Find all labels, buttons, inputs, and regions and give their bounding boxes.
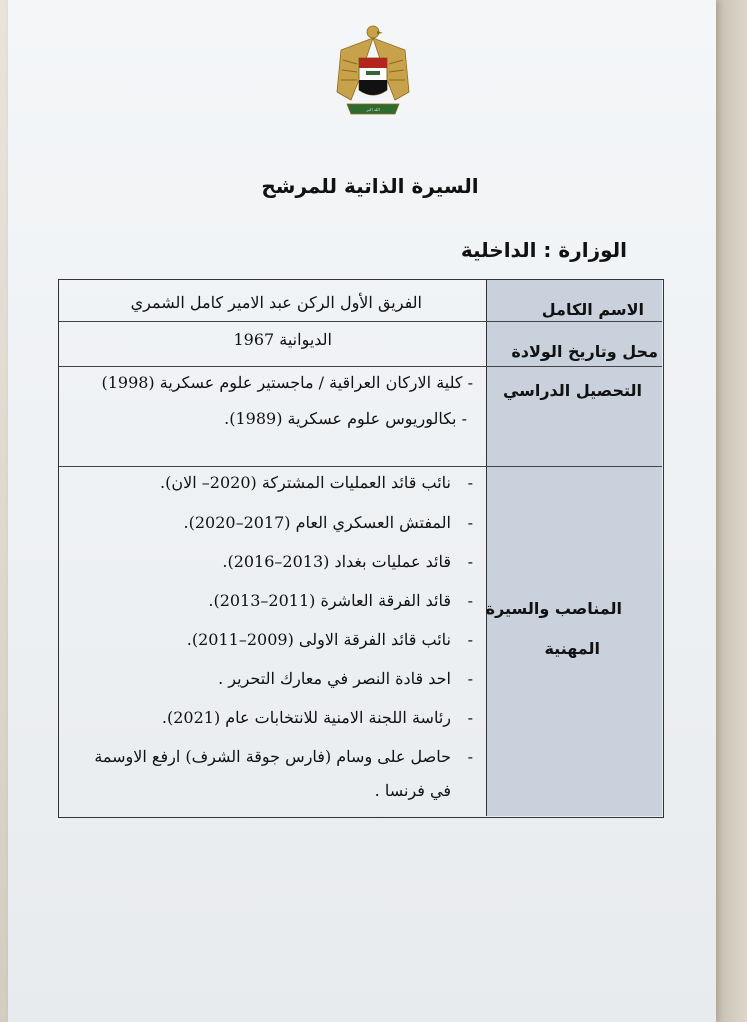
page-title: السيرة الذاتية للمرشح — [261, 174, 479, 198]
list-item: -رئاسة اللجنة الامنية للانتخابات عام (2021). — [161, 708, 473, 727]
education-item: - كلية الاركان العراقية / ماجستير علوم عسكرية (1998) — [101, 373, 473, 392]
list-item: -قائد الفرقة العاشرة (2011–2013). — [208, 591, 473, 610]
ministry-heading: الوزارة : الداخلية — [460, 238, 627, 262]
label-cell — [486, 467, 662, 816]
table-row-education — [59, 367, 662, 467]
iraq-eagle-emblem-icon — [333, 20, 413, 120]
list-item: -نائب قائد الفرقة الاولى (2009–2011). — [186, 630, 473, 649]
table-row-birth — [59, 322, 662, 367]
education-item: - بكالوريوس علوم عسكرية (1989). — [224, 409, 467, 428]
list-item: -قائد عمليات بغداد (2013–2016). — [222, 552, 473, 571]
full-name-label: الاسم الكامل — [541, 300, 644, 319]
list-item: -احد قادة النصر في معارك التحرير . — [218, 669, 473, 688]
list-item: -نائب قائد العمليات المشتركة (2020– الان). — [160, 473, 473, 492]
career-item-continuation: في فرنسا . — [374, 781, 451, 800]
value-cell — [59, 367, 487, 466]
career-label: المناصب والسيرة — [485, 599, 622, 618]
career-item-text: قائد الفرقة العاشرة (2011–2013). — [208, 591, 451, 610]
career-item-text: حاصل على وسام (فارس جوقة الشرف) ارفع الاوسمة — [94, 747, 451, 766]
career-item-text: المفتش العسكري العام (2017–2020). — [183, 513, 451, 532]
career-item-text: قائد عمليات بغداد (2013–2016). — [222, 552, 451, 571]
education-label: التحصيل الدراسي — [502, 381, 642, 400]
label-cell — [486, 322, 662, 366]
birth-label: محل وتاريخ الولادة — [511, 342, 658, 361]
full-name-value: الفريق الأول الركن عبد الامير كامل الشمري — [130, 293, 422, 312]
career-item-text: نائب قائد الفرقة الاولى (2009–2011). — [186, 630, 451, 649]
value-cell — [59, 467, 487, 816]
career-item-text: رئاسة اللجنة الامنية للانتخابات عام (2021). — [161, 708, 451, 727]
label-cell — [486, 280, 662, 321]
cv-table — [58, 279, 664, 818]
value-cell — [59, 322, 487, 366]
svg-text:الله اكبر: الله اكبر — [366, 107, 380, 112]
list-item — [375, 781, 451, 800]
birth-value: الديوانية 1967 — [233, 330, 332, 349]
list-item: -حاصل على وسام (فارس جوقة الشرف) ارفع الاوسمة — [94, 747, 473, 766]
career-item-text: نائب قائد العمليات المشتركة (2020– الان). — [160, 473, 451, 492]
value-cell — [59, 280, 487, 321]
table-row-full-name — [59, 280, 662, 322]
background-surface — [716, 0, 747, 1022]
career-label: المهنية — [544, 639, 600, 658]
career-item-text: احد قادة النصر في معارك التحرير . — [218, 669, 451, 688]
label-cell — [486, 367, 662, 466]
list-item: -المفتش العسكري العام (2017–2020). — [183, 513, 473, 532]
table-row-career — [59, 467, 662, 816]
